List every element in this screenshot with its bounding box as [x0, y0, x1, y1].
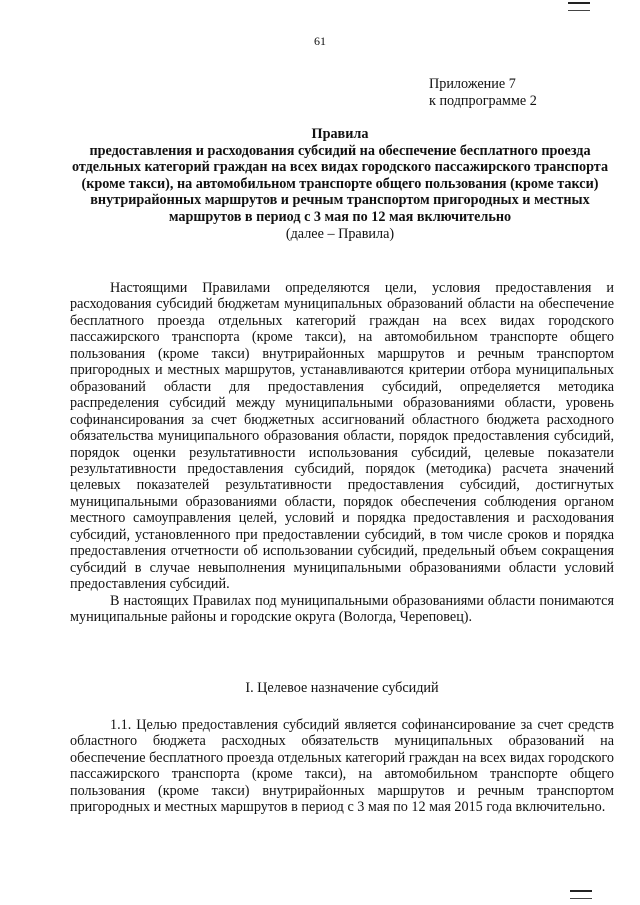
scan-corner-mark-bottom: [570, 890, 592, 899]
page-number: 61: [314, 34, 326, 48]
appendix-reference: [429, 76, 537, 110]
document-short-name: (далее – Правила): [285, 225, 395, 242]
section-1-body: [70, 717, 614, 816]
appendix-line-2: к подпрограмме 2: [429, 93, 537, 109]
document-title: Правила: [311, 126, 369, 142]
intro-paragraph-2: В настоящих Правилах под муниципальными образованиями области понимаются муниципальные районы и городские округа (Вологда, Череповец).: [70, 592, 614, 626]
appendix-line-1: Приложение 7: [429, 76, 516, 92]
intro-paragraph-1: Настоящими Правилами определяются цели, условия предоставления и расходования субсидий бюджетам муниципальных образований области на обеспечение бесплатного проезда отдельных категорий граждан на всех видах городского пассажирского транспорта (кроме такси), на автомобильном транспорте общего пользования (кроме такси) внутрирайонных маршрутов и речным транспортом пригородных и местных маршрутов, устанавливаются критерии отбора муниципальных образований области для предоставления субсидий, определяется методика распределения субсидий между муниципальными образованиями области, уровень софинансирования за счет бюджетных ассигнований областного бюджета расходного обязательства муниципального образования области, порядок предоставления субсидий, порядок оценки результативности использования субсидий, целевые показатели результативности предоставления субсидий, порядок (методика) расчета значений целевых показателей результативности предоставления субсидий, достигнутых муниципальными образованиями области, порядок обеспечения соблюдения органом местного самоуправления целей, условий и порядка предоставления и расходования субсидий, установленного при предоставлении субсидий, в том числе сроков и порядка предоставления отчетности об использовании субсидий, предельный объем сокращения субсидий в случае невыполнения муниципальными образованиями области условий предоставления субсидий.: [70, 280, 614, 593]
scan-corner-mark: [568, 2, 590, 11]
section-1-paragraph-1: 1.1. Целью предоставления субсидий является софинансирование за счет средств областного бюджета расходных обязательств муниципальных образований на обеспечение бесплатного проезда отдельных категорий граждан на всех видах городского пассажирского транспорта (кроме такси), на автомобильном транспорте общего пользования (кроме такси) внутрирайонных маршрутов и речным транспортом пригородных и местных маршрутов в период с 3 мая по 12 мая 2015 года включительно.: [70, 717, 614, 816]
document-title-block: [60, 126, 620, 242]
intro-section: [70, 280, 614, 626]
document-subtitle: предоставления и расходования субсидий на обеспечение бесплатного проезда отдельных категорий граждан на всех видах городского пассажирского транспорта (кроме такси), на автомобильном транспорте общего пользования (кроме такси) внутрирайонных маршрутов и речным транспортом пригородных и местных маршрутов в период с 3 мая по 12 мая включительно: [71, 142, 609, 225]
section-1-heading: I. Целевое назначение субсидий: [245, 680, 439, 696]
